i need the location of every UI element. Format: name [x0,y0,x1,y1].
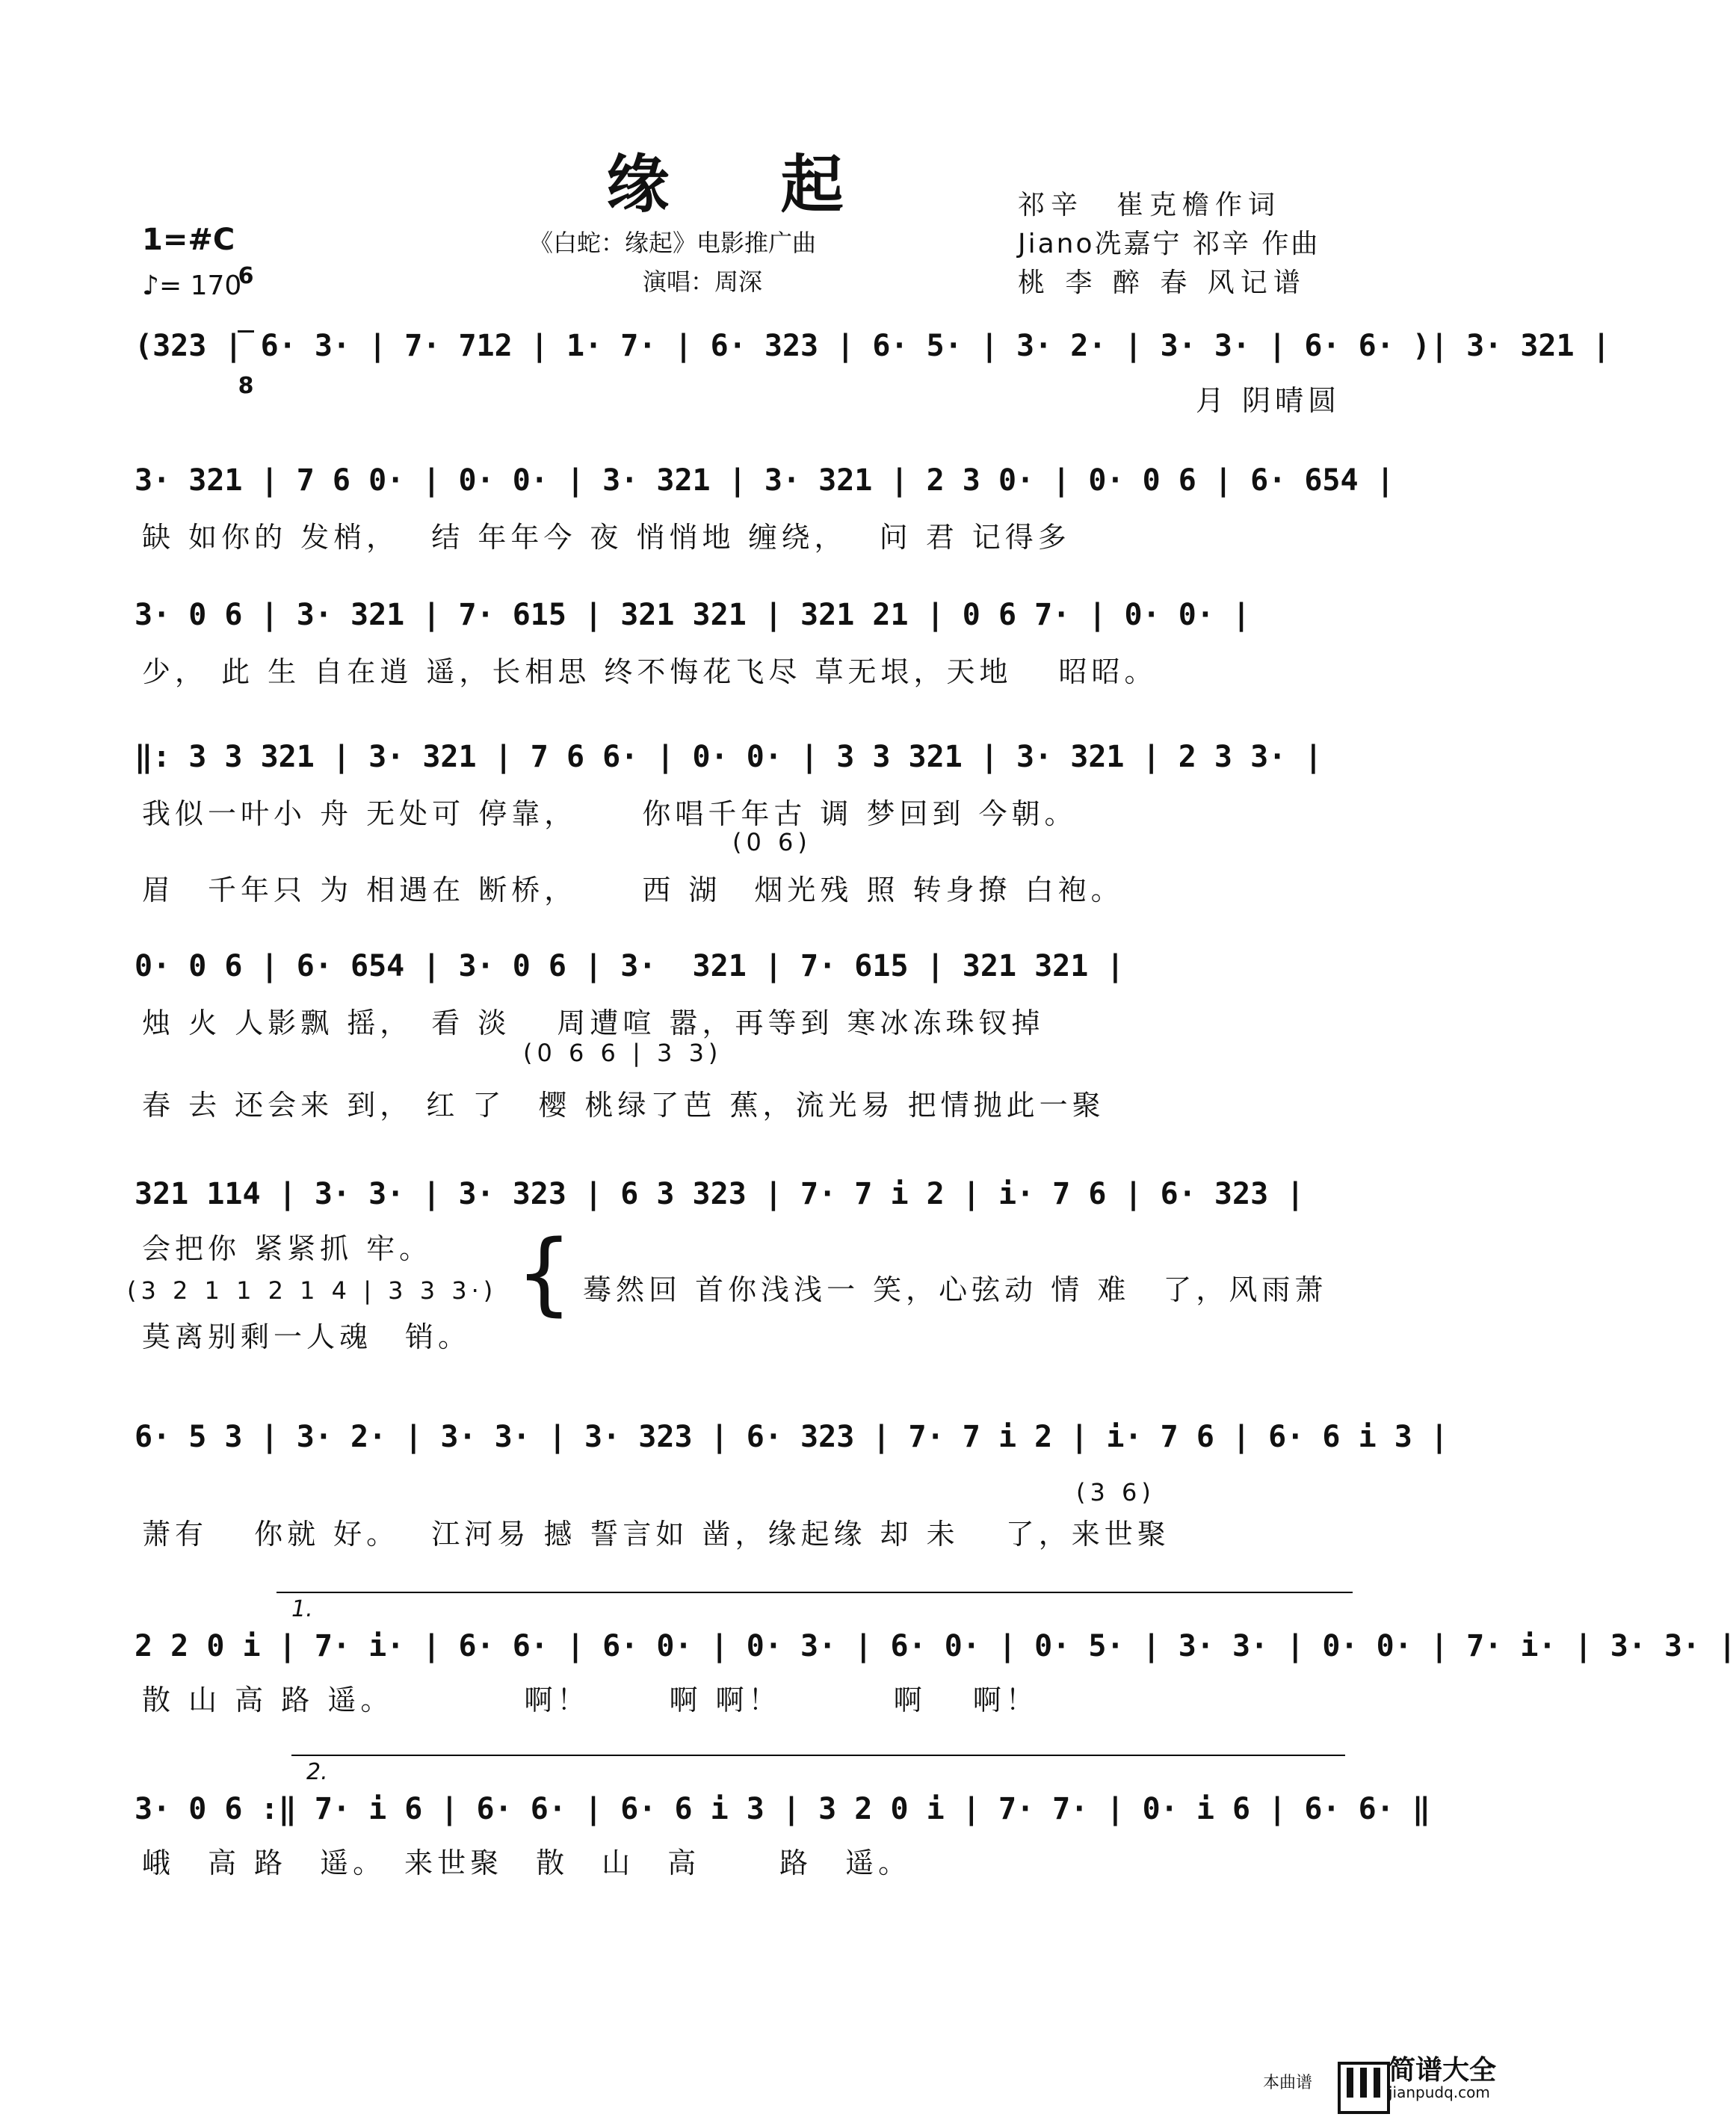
score-row-7-notes: 6· 5 3 | 3· 2· | 3· 3· | 3· 323 | 6· 323 | 7· 7 i 2 | i· 7 6 | 6· 6 i 3 | [135,1420,1448,1454]
score-row-8-notes: 2 2 0 i | 7· i· | 6· 6· | 6· 0· | 0· 3· | 6· 0· | 0· 5· | 3· 3· | 0· 0· | 7· i· | 3· 3· | [135,1629,1736,1663]
score-row-4-notes: ‖: 3 3 321 | 3· 321 | 7 6 6· | 0· 0· | 3 3 321 | 3· 321 | 2 3 3· | [135,740,1323,774]
score-row-9-notes: 3· 0 6 :‖ 7· i 6 | 6· 6· | 6· 6 i 3 | 3 2 0 i | 7· 7· | 0· i 6 | 6· 6· ‖ [135,1792,1430,1826]
score-row-5-lyrics-verse-2: 春 去 还会来 到， 红 了 樱 桃绿了芭 蕉，流光易 把情抛此一聚 [142,1089,1105,1122]
transcriber-credit: 桃 李 醉 春 风记谱 [1018,268,1306,298]
score-row-2-lyrics: 缺 如你的 发梢， 结 年年今 夜 悄悄地 缠绕， 问 君 记得多 [142,521,1071,554]
score-row-6-lyrics-chorus: 蓦然回 首你浅浅一 笑，心弦动 情 难 了，风雨萧 [583,1273,1328,1306]
score-row-6-notes: 321 114 | 3· 3· | 3· 323 | 6 3 323 | 7· 7 i 2 | i· 7 6 | 6· 323 | [135,1177,1305,1211]
tempo-marking: ♪= 170 [142,271,242,301]
singer: 演唱：周深 [643,268,763,296]
site-url[interactable]: jianpudq.com [1389,2083,1490,2101]
site-name: 简谱大全 [1389,2055,1497,2086]
score-row-4-alt-notes: (0 6) [732,828,812,856]
score-row-7-lyrics: 萧有 你就 好。 江河易 撼 誓言如 凿，缘起缘 却 未 了，来世聚 [142,1518,1170,1551]
score-row-3-notes: 3· 0 6 | 3· 321 | 7· 615 | 321 321 | 321 21 | 0 6 7· | 0· 0· | [135,598,1251,632]
volta-2-label: 2. [306,1759,328,1785]
score-row-6-alt-notes: (3 2 1 1 2 1 4 | 3 3 3·) [127,1276,498,1305]
lyricist-credit: 祁辛 崔克檐作词 [1018,190,1282,220]
score-row-8-lyrics: 散 山 高 路 遥。 啊！ 啊 啊！ 啊 啊！ [142,1684,1039,1716]
score-row-7-alt-notes: (3 6) [1076,1478,1155,1506]
score-row-5-notes: 0· 0 6 | 6· 654 | 3· 0 6 | 3· 321 | 7· 615 | 321 321 | [135,949,1125,983]
score-row-6-lyrics-verse-1: 会把你 紧紧抓 牢。 [142,1232,433,1265]
piano-icon [1338,2062,1390,2114]
score-row-1-notes: (323 | 6· 3· | 7· 712 | 1· 7· | 6· 323 | 6· 5· | 3· 2· | 3· 3· | 6· 6· )| 3· 321 | [135,329,1610,363]
score-row-6-lyrics-verse-2: 莫离别剩一人魂 销。 [142,1320,472,1353]
volta-1-bracket [277,1592,1353,1593]
subtitle: 《白蛇：缘起》电影推广曲 [529,229,817,257]
score-row-9-lyrics: 峨 高 路 遥。 来世聚 散 山 高 路 遥。 [142,1846,912,1879]
verse-brace: { [516,1222,573,1326]
time-signature-top: 6 [238,263,254,289]
score-row-3-lyrics: 少， 此 生 自在逍 遥，长相思 终不悔花飞尽 草无垠，天地 昭昭。 [142,655,1158,688]
time-signature [238,224,254,418]
time-signature-bottom: 8 [238,373,254,399]
score-row-1-lyrics: 月 阴晴圆 [1196,384,1341,417]
score-row-4-lyrics-verse-2: 眉 千年只 为 相遇在 断桥， 西 湖 烟光残 照 转身撩 白袍。 [142,874,1124,906]
volta-1-label: 1. [291,1596,313,1622]
score-row-5-lyrics-verse-1: 烛 火 人影飘 摇， 看 淡 周遭喧 嚣，再等到 寒冰冻珠钗掉 [142,1007,1045,1039]
volta-2-bracket [291,1755,1345,1756]
composer-credit: Jiano冼嘉宁 祁辛 作曲 [1018,229,1320,259]
score-row-4-lyrics-verse-1: 我似一叶小 舟 无处可 停靠， 你唱千年古 调 梦回到 今朝。 [142,797,1078,830]
score-row-2-notes: 3· 321 | 7 6 0· | 0· 0· | 3· 321 | 3· 321 | 2 3 0· | 0· 0 6 | 6· 654 | [135,463,1394,498]
score-row-5-alt-notes: (0 6 6 | 3 3) [523,1039,723,1067]
footer-note: 本曲谱 [1263,2074,1313,2092]
key-signature: 1=#C [142,223,235,257]
song-title: 缘 起 [606,147,889,221]
